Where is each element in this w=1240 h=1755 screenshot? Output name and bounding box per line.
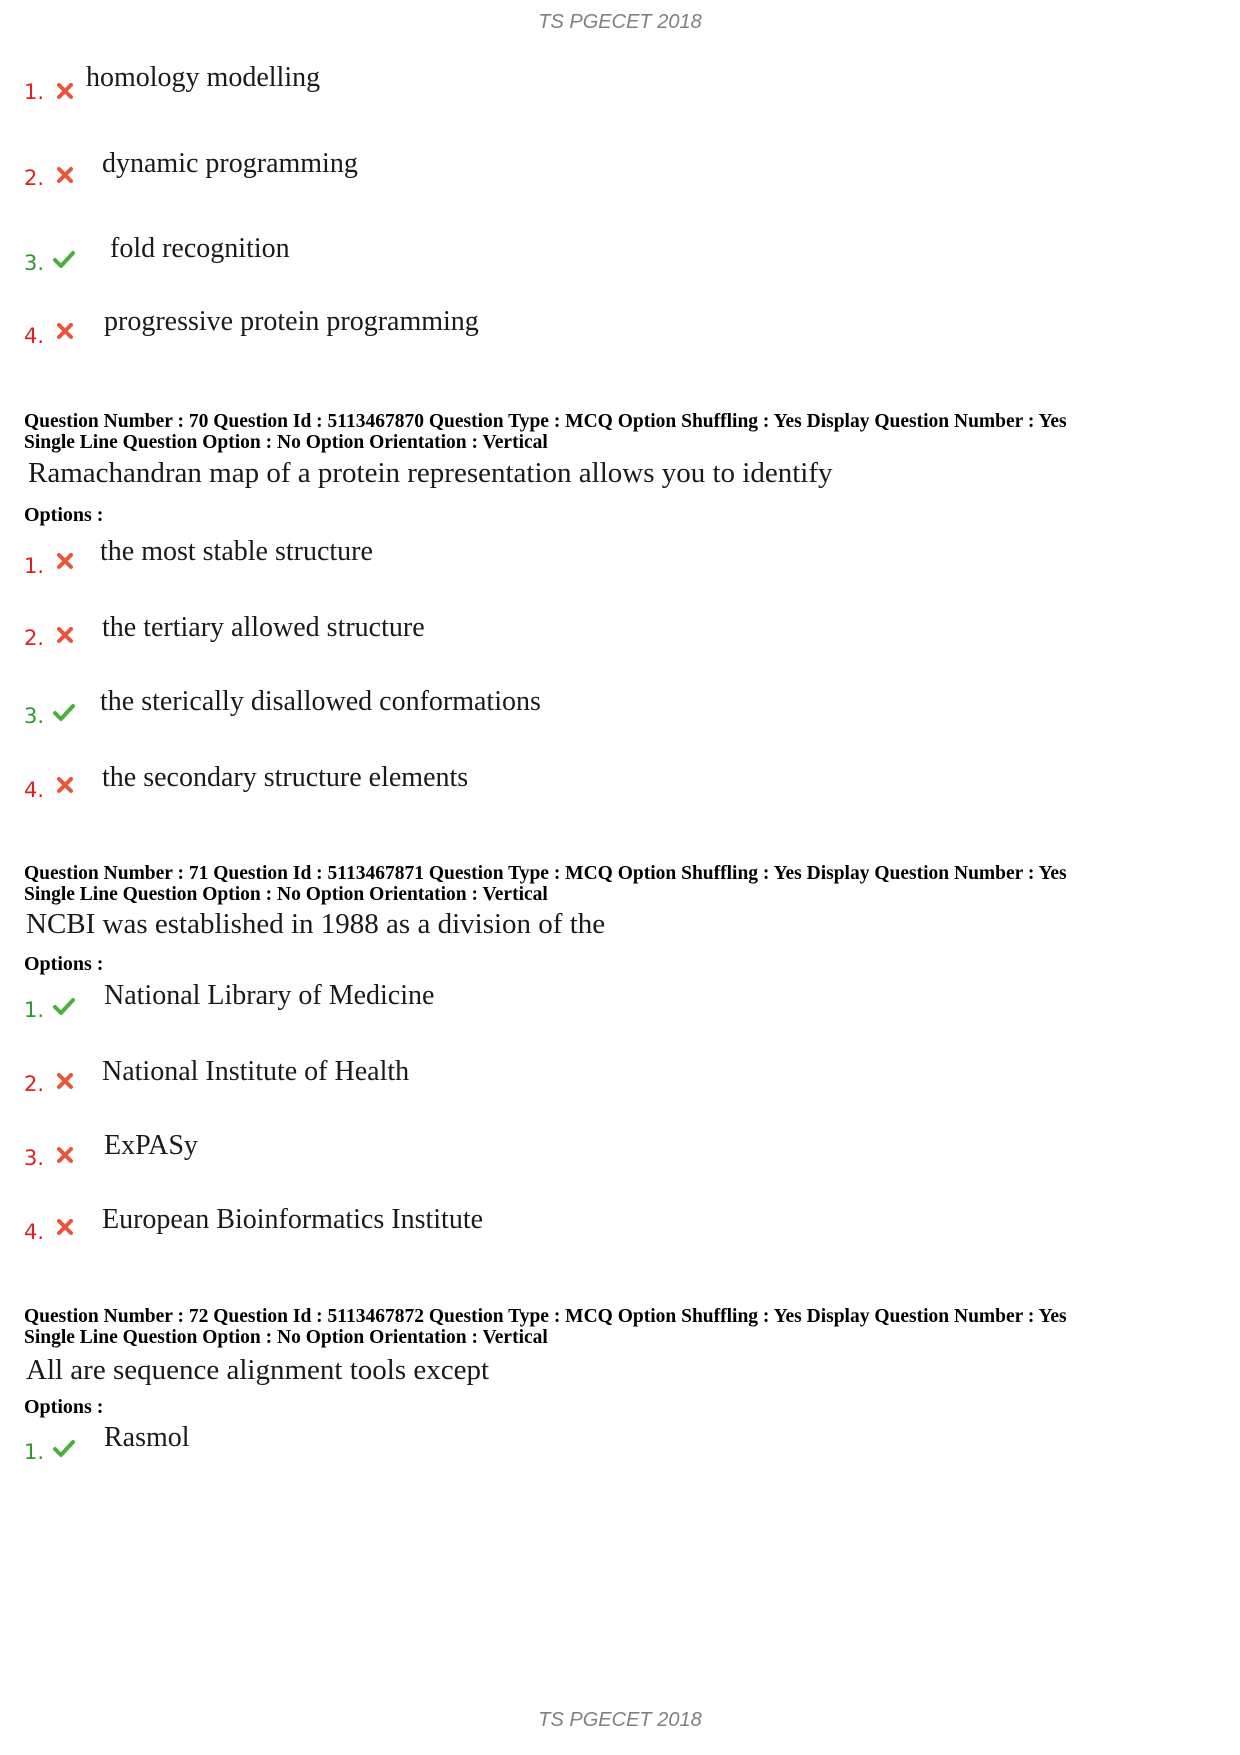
question-meta	[24, 411, 1067, 453]
option-number: 2.	[24, 1072, 45, 1096]
cross-icon	[54, 320, 76, 342]
option-number: 2.	[24, 166, 45, 190]
cross-icon	[54, 164, 76, 186]
option-text: the sterically disallowed conformations	[100, 686, 541, 717]
question-meta-line: Single Line Question Option : No Option Orientation : Vertical	[24, 884, 548, 905]
option-number: 1.	[24, 554, 45, 578]
cross-icon	[54, 774, 76, 796]
cross-icon	[54, 624, 76, 646]
option-number: 3.	[24, 251, 45, 275]
option-number: 3.	[24, 704, 45, 728]
check-icon	[52, 1436, 76, 1460]
option-number: 1.	[24, 80, 45, 104]
option-text: National Library of Medicine	[104, 980, 435, 1011]
option-text: Rasmol	[104, 1422, 190, 1453]
option-text: ExPASy	[104, 1130, 198, 1161]
option-number: 4.	[24, 778, 45, 802]
option-number: 1.	[24, 998, 45, 1022]
question-text: NCBI was established in 1988 as a division of the	[26, 908, 606, 940]
option-number: 4.	[24, 1220, 45, 1244]
options-label: Options :	[24, 504, 104, 526]
option-number: 3.	[24, 1146, 45, 1170]
check-icon	[52, 247, 76, 271]
option-text: the tertiary allowed structure	[102, 612, 425, 643]
option-text: the most stable structure	[100, 536, 373, 567]
cross-icon	[54, 80, 76, 102]
cross-icon	[54, 1144, 76, 1166]
question-meta-line: Question Number : 71 Question Id : 5113467871 Question Type : MCQ Option Shuffling : Yes Display Question Number : Yes	[24, 863, 1067, 884]
question-meta-line: Question Number : 72 Question Id : 5113467872 Question Type : MCQ Option Shuffling : Yes Display Question Number : Yes	[24, 1306, 1067, 1327]
question-meta-line: Single Line Question Option : No Option Orientation : Vertical	[24, 1327, 548, 1348]
cross-icon	[54, 1070, 76, 1092]
option-number: 4.	[24, 324, 45, 348]
page-footer: TS PGECET 2018	[538, 1709, 702, 1731]
question-meta	[24, 1306, 1067, 1348]
question-meta-line: Question Number : 70 Question Id : 5113467870 Question Type : MCQ Option Shuffling : Yes Display Question Number : Yes	[24, 411, 1067, 432]
options-label: Options :	[24, 1396, 104, 1418]
option-text: homology modelling	[86, 62, 321, 93]
page-header: TS PGECET 2018	[538, 11, 702, 33]
question-meta	[24, 863, 1067, 905]
option-text: fold recognition	[110, 233, 290, 264]
check-icon	[52, 994, 76, 1018]
option-text: National Institute of Health	[102, 1056, 410, 1087]
cross-icon	[54, 550, 76, 572]
cross-icon	[54, 1216, 76, 1238]
option-text: dynamic programming	[102, 148, 358, 179]
question-text: Ramachandran map of a protein representation allows you to identify	[28, 457, 833, 489]
options-label: Options :	[24, 953, 104, 975]
option-text: progressive protein programming	[104, 306, 479, 337]
option-text: the secondary structure elements	[102, 762, 469, 793]
option-number: 2.	[24, 626, 45, 650]
question-meta-line: Single Line Question Option : No Option Orientation : Vertical	[24, 432, 548, 453]
option-number: 1.	[24, 1440, 45, 1464]
option-text: European Bioinformatics Institute	[102, 1204, 484, 1235]
question-text: All are sequence alignment tools except	[26, 1354, 490, 1386]
check-icon	[52, 700, 76, 724]
